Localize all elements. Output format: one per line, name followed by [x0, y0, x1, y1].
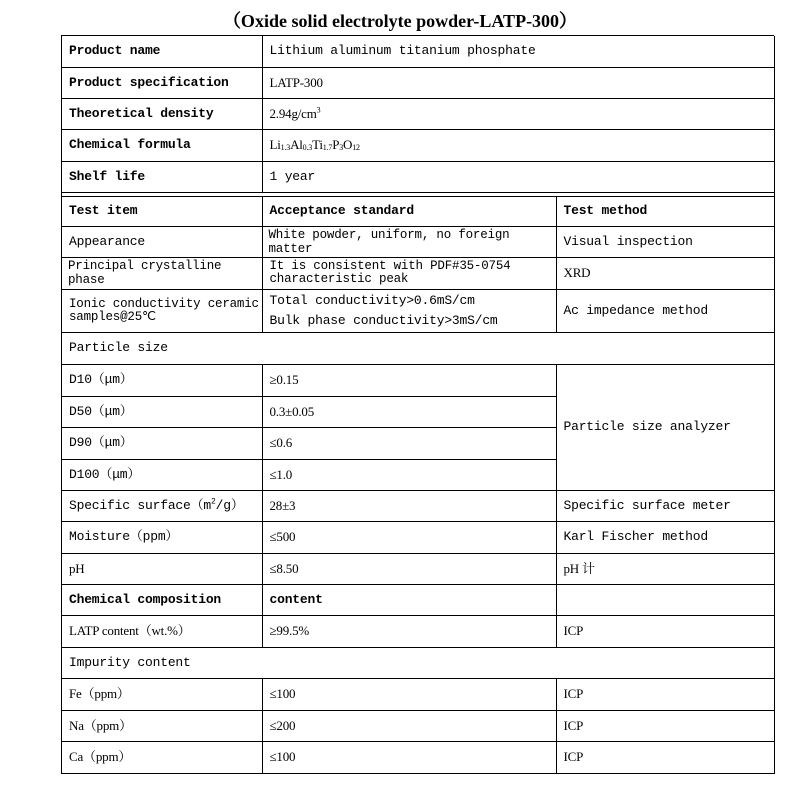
product-spec-label: Product specification — [62, 67, 262, 98]
appearance-standard: White powder, uniform, no foreign matter — [262, 226, 556, 257]
latp-content-row — [62, 615, 774, 647]
appearance-method: Visual inspection — [556, 226, 774, 257]
na-value: ≤200 — [262, 710, 556, 741]
latp-content-method: ICP — [556, 615, 774, 647]
ph-value: ≤8.50 — [262, 553, 556, 584]
fe-item: Fe（ppm） — [62, 678, 262, 710]
spec-sheet — [61, 35, 774, 774]
header-content: content — [262, 584, 556, 615]
d10-item: D10（μm） — [62, 364, 262, 396]
spec-table — [62, 36, 775, 774]
surface-item: Specific $surface(m^2/g)$ — [62, 490, 262, 521]
ph-item: pH — [62, 553, 262, 584]
product-name-value: Lithium aluminum titanium phosphate — [262, 36, 774, 67]
appearance-row — [62, 226, 774, 257]
impurity-heading-row — [62, 647, 774, 678]
density-value: $2.94g/cm^3$ — [262, 98, 774, 129]
composition-header-row — [62, 584, 774, 615]
particle-size-label: Particle size — [62, 332, 774, 364]
latp-content-item: LATP content（wt.%） — [62, 615, 262, 647]
ionic-row — [62, 289, 774, 332]
impurity-row — [62, 741, 774, 773]
shelf-life-row — [62, 161, 774, 192]
moisture-method: Karl Fischer method — [556, 521, 774, 553]
product-name-label: Product name — [62, 36, 262, 67]
document-title: （Oxide solid electrolyte powder-LATP-300） — [222, 11, 578, 31]
crystal-method: XRD — [556, 257, 774, 289]
d10-value: ≥0.15 — [262, 364, 556, 396]
density-label: Theoretical density — [62, 98, 262, 129]
ionic-item: Ionic conductivity ceramic samples@25℃ — [62, 289, 262, 332]
d50-item: D50（μm） — [62, 396, 262, 427]
ca-item: Ca（ppm） — [62, 741, 262, 773]
ionic-method: Ac impedance method — [556, 289, 774, 332]
header-test-method: Test method — [556, 196, 774, 226]
fe-method: ICP — [556, 678, 774, 710]
na-item: Na（ppm） — [62, 710, 262, 741]
d90-item: D90（μm） — [62, 427, 262, 459]
particle-size-heading-row — [62, 332, 774, 364]
moisture-row — [62, 521, 774, 553]
header-empty — [556, 584, 774, 615]
formula-value: $Li_{1.3}Al_{0.3}Ti_{1.7}P_3O_{12}$ — [262, 129, 774, 161]
na-method: ICP — [556, 710, 774, 741]
moisture-value: ≤500 — [262, 521, 556, 553]
impurity-row — [62, 710, 774, 741]
product-name-row — [62, 36, 774, 67]
formula-label: Chemical formula — [62, 129, 262, 161]
test-header-row — [62, 196, 774, 226]
appearance-item: Appearance — [62, 226, 262, 257]
ionic-standard: Total conductivity>0.6mS/cm Bulk phase conductivity>3mS/cm — [262, 289, 556, 332]
particle-row — [62, 364, 774, 396]
product-spec-row — [62, 67, 774, 98]
impurity-row — [62, 678, 774, 710]
moisture-item: Moisture（ppm） — [62, 521, 262, 553]
surface-row — [62, 490, 774, 521]
d90-value: ≤0.6 — [262, 427, 556, 459]
fe-value: ≤100 — [262, 678, 556, 710]
latp-content-value: ≥99.5% — [262, 615, 556, 647]
d100-value: ≤1.0 — [262, 459, 556, 490]
d50-value: 0.3±0.05 — [262, 396, 556, 427]
surface-method: Specific surface meter — [556, 490, 774, 521]
ca-method: ICP — [556, 741, 774, 773]
shelf-life-label: Shelf life — [62, 161, 262, 192]
impurity-label: Impurity content — [62, 647, 774, 678]
particle-method: Particle size analyzer — [556, 364, 774, 490]
ph-method: pH 计 — [556, 553, 774, 584]
surface-value: 28±3 — [262, 490, 556, 521]
density-row — [62, 98, 774, 129]
crystal-row — [62, 257, 774, 289]
header-acceptance-standard: Acceptance standard — [262, 196, 556, 226]
ph-row — [62, 553, 774, 584]
d100-item: D100（μm） — [62, 459, 262, 490]
header-chemical-composition: Chemical composition — [62, 584, 262, 615]
header-test-item: Test item — [62, 196, 262, 226]
crystal-standard: It is consistent with PDF#35-0754 characteristic peak — [262, 257, 556, 289]
shelf-life-value: 1 year — [262, 161, 774, 192]
ca-value: ≤100 — [262, 741, 556, 773]
product-spec-value: LATP-300 — [262, 67, 774, 98]
crystal-item: Principal crystalline phase — [62, 257, 262, 289]
formula-row — [62, 129, 774, 161]
